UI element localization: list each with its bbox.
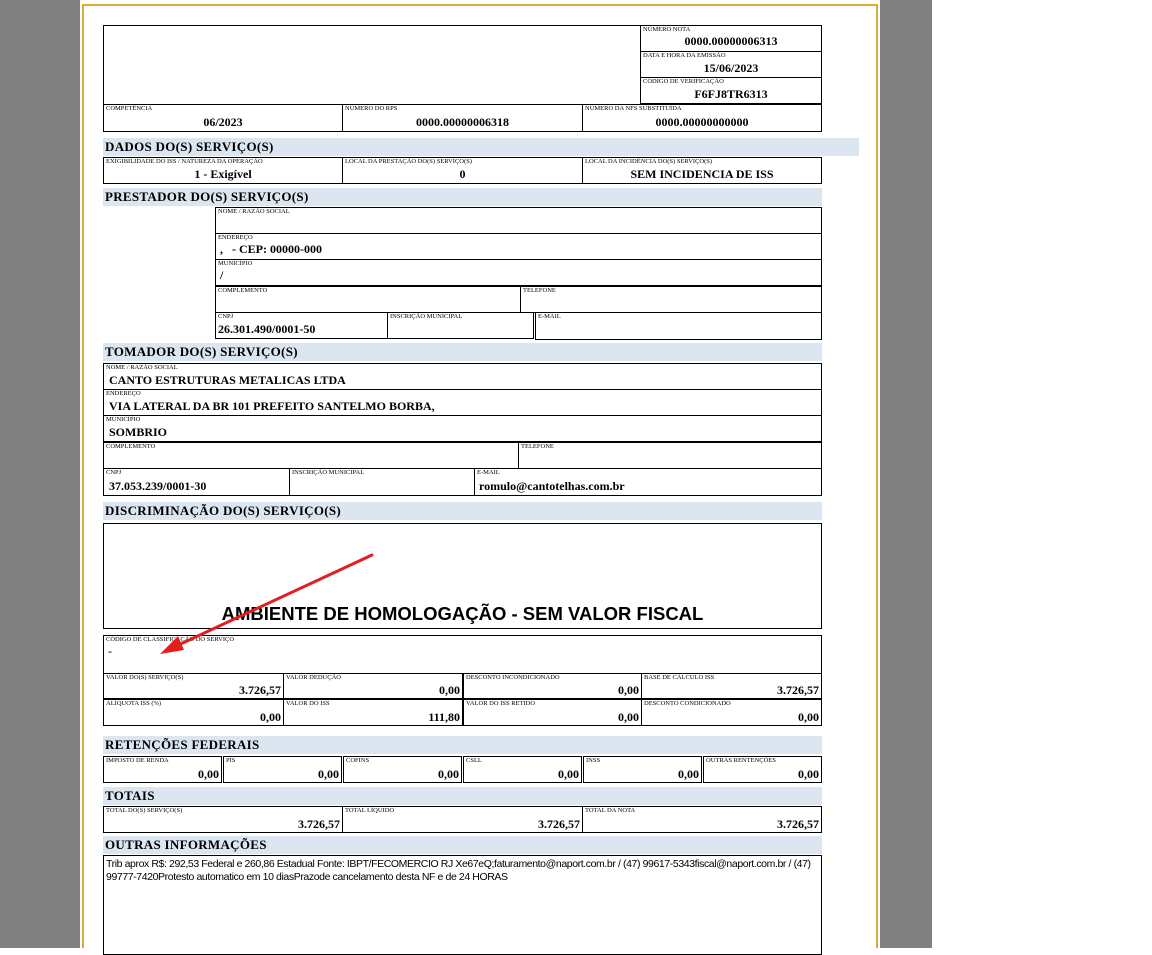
competencia-field: COMPETÊNCIA 06/2023	[103, 104, 343, 132]
prestador-complemento-field: COMPLEMENTO	[215, 286, 521, 313]
arrow-line	[172, 555, 372, 648]
codigo-classificacao-field: CÓDIGO DE CLASSIFICAÇÃO DO SERVIÇO -	[103, 635, 822, 674]
section-outras-informacoes: OUTRAS INFORMAÇÕES	[103, 836, 822, 854]
tomador-complemento-field: COMPLEMENTO	[103, 442, 519, 469]
retencao-outras-field: OUTRAS RENTENÇÕES 0,00	[703, 756, 822, 783]
valor-iss-retido-field: VALOR DO ISS RETIDO 0,00	[463, 699, 642, 726]
aliquota-field: ALÍQUOTA ISS (%) 0,00	[103, 699, 284, 726]
tomador-cnpj-field: CNPJ 37.053.239/0001-30	[103, 468, 290, 496]
codigo-verificacao-field: CÓDIGO DE VERIFICAÇÃO F6FJ8TR6313	[640, 77, 822, 104]
prestador-cnpj-field: CNPJ 26.301.490/0001-50	[215, 312, 388, 339]
section-retencoes: RETENÇÕES FEDERAIS	[103, 736, 822, 754]
exigibilidade-field: EXIGIBILIDADE DO ISS / NATUREZA DA OPERAÇÃO 1 - Exigível	[103, 157, 343, 184]
section-discriminacao: DISCRIMINAÇÃO DO(S) SERVIÇO(S)	[103, 502, 822, 520]
total-servicos-field: TOTAL DO(S) SERVIÇO(S) 3.726,57	[103, 806, 343, 833]
local-incidencia-field: LOCAL DA INCIDÊNCIA DO(S) SERVIÇO(S) SEM INCIDENCIA DE ISS	[582, 157, 822, 184]
desconto-incondicionado-field: DESCONTO INCONDICIONADO 0,00	[463, 673, 642, 699]
data-emissao-value: 15/06/2023	[703, 61, 759, 75]
retencao-ir-field: IMPOSTO DE RENDA 0,00	[103, 756, 222, 783]
prestador-endereco-field: ENDEREÇO , - CEP: 00000-000	[215, 233, 822, 260]
tomador-email-field: E-MAIL romulo@cantotelhas.com.br	[474, 468, 822, 496]
valor-iss-field: VALOR DO ISS 111,80	[283, 699, 463, 726]
retencao-pis-field: PIS 0,00	[223, 756, 342, 783]
tomador-inscricao-field: INSCRIÇÃO MUNICIPAL	[289, 468, 475, 496]
tomador-endereco-field: ENDEREÇO VIA LATERAL DA BR 101 PREFEITO SANTELMO BORBA,	[103, 389, 822, 416]
numero-substituida-field: NÚMERO DA NFS SUBSTITUÍDA 0000.00000000000	[582, 104, 822, 132]
retencao-csll-field: CSLL 0,00	[463, 756, 582, 783]
section-dados-servico: DADOS DO(S) SERVIÇO(S)	[103, 138, 859, 156]
valor-deducao-field: VALOR DEDUÇÃO 0,00	[283, 673, 463, 699]
numero-nota-field: NÚMERO NOTA 0000.00000006313	[640, 25, 822, 52]
homologacao-warning: AMBIENTE DE HOMOLOGAÇÃO - SEM VALOR FISCAL	[221, 603, 704, 624]
retencao-cofins-field: COFINS 0,00	[343, 756, 462, 783]
section-prestador: PRESTADOR DO(S) SERVIÇO(S)	[103, 188, 822, 206]
section-totais: TOTAIS	[103, 787, 822, 805]
base-calculo-field: BASE DE CÁLCULO ISS 3.726,57	[641, 673, 822, 699]
prestador-inscricao-field: INSCRIÇÃO MUNICIPAL	[387, 312, 534, 339]
section-tomador: TOMADOR DO(S) SERVIÇO(S)	[103, 343, 822, 361]
prestador-municipio-field: MUNICÍPIO /	[215, 259, 822, 286]
tomador-nome-field: NOME / RAZÃO SOCIAL CANTO ESTRUTURAS METALICAS LTDA	[103, 363, 822, 390]
local-prestacao-field: LOCAL DA PRESTAÇÃO DO(S) SERVIÇO(S) 0	[342, 157, 583, 184]
data-emissao-field: DATA E HORA DA EMISSÃO 15/06/2023	[640, 51, 822, 78]
prestador-email-field: E-MAIL	[535, 312, 822, 340]
numero-rps-field: NÚMERO DO RPS 0000.00000006318	[342, 104, 583, 132]
arrow-head	[160, 636, 184, 654]
codigo-verificacao-value: F6FJ8TR6313	[694, 87, 768, 101]
valor-servicos-field: VALOR DO(S) SERVIÇO(S) 3.726,57	[103, 673, 284, 699]
tomador-telefone-field: TELEFONE	[518, 442, 822, 469]
prestador-nome-field: NOME / RAZÃO SOCIAL	[215, 207, 822, 234]
desconto-condicionado-field: DESCONTO CONDICIONADO 0,00	[641, 699, 822, 726]
tomador-municipio-field: MUNICÍPIO SOMBRIO	[103, 415, 822, 442]
retencao-inss-field: INSS 0,00	[583, 756, 702, 783]
total-liquido-field: TOTAL LÍQUIDO 3.726,57	[342, 806, 583, 833]
outras-informacoes-text: Trib aprox R$: 292,53 Federal e 260,86 Estadual Fonte: IBPT/FECOMERCIO RJ Xe67eQ;faturamento@naport.com.br / (47) 99617-5343fiscal@naport.com.br / (47) 99777-7420Protesto automatico em 10 diasPrazode cancelamento desta NF e de 24 HORAS	[106, 858, 811, 883]
prestador-telefone-field: TELEFONE	[520, 286, 822, 313]
numero-nota-value: 0000.00000006313	[684, 34, 778, 48]
total-nota-field: TOTAL DA NOTA 3.726,57	[582, 806, 822, 833]
